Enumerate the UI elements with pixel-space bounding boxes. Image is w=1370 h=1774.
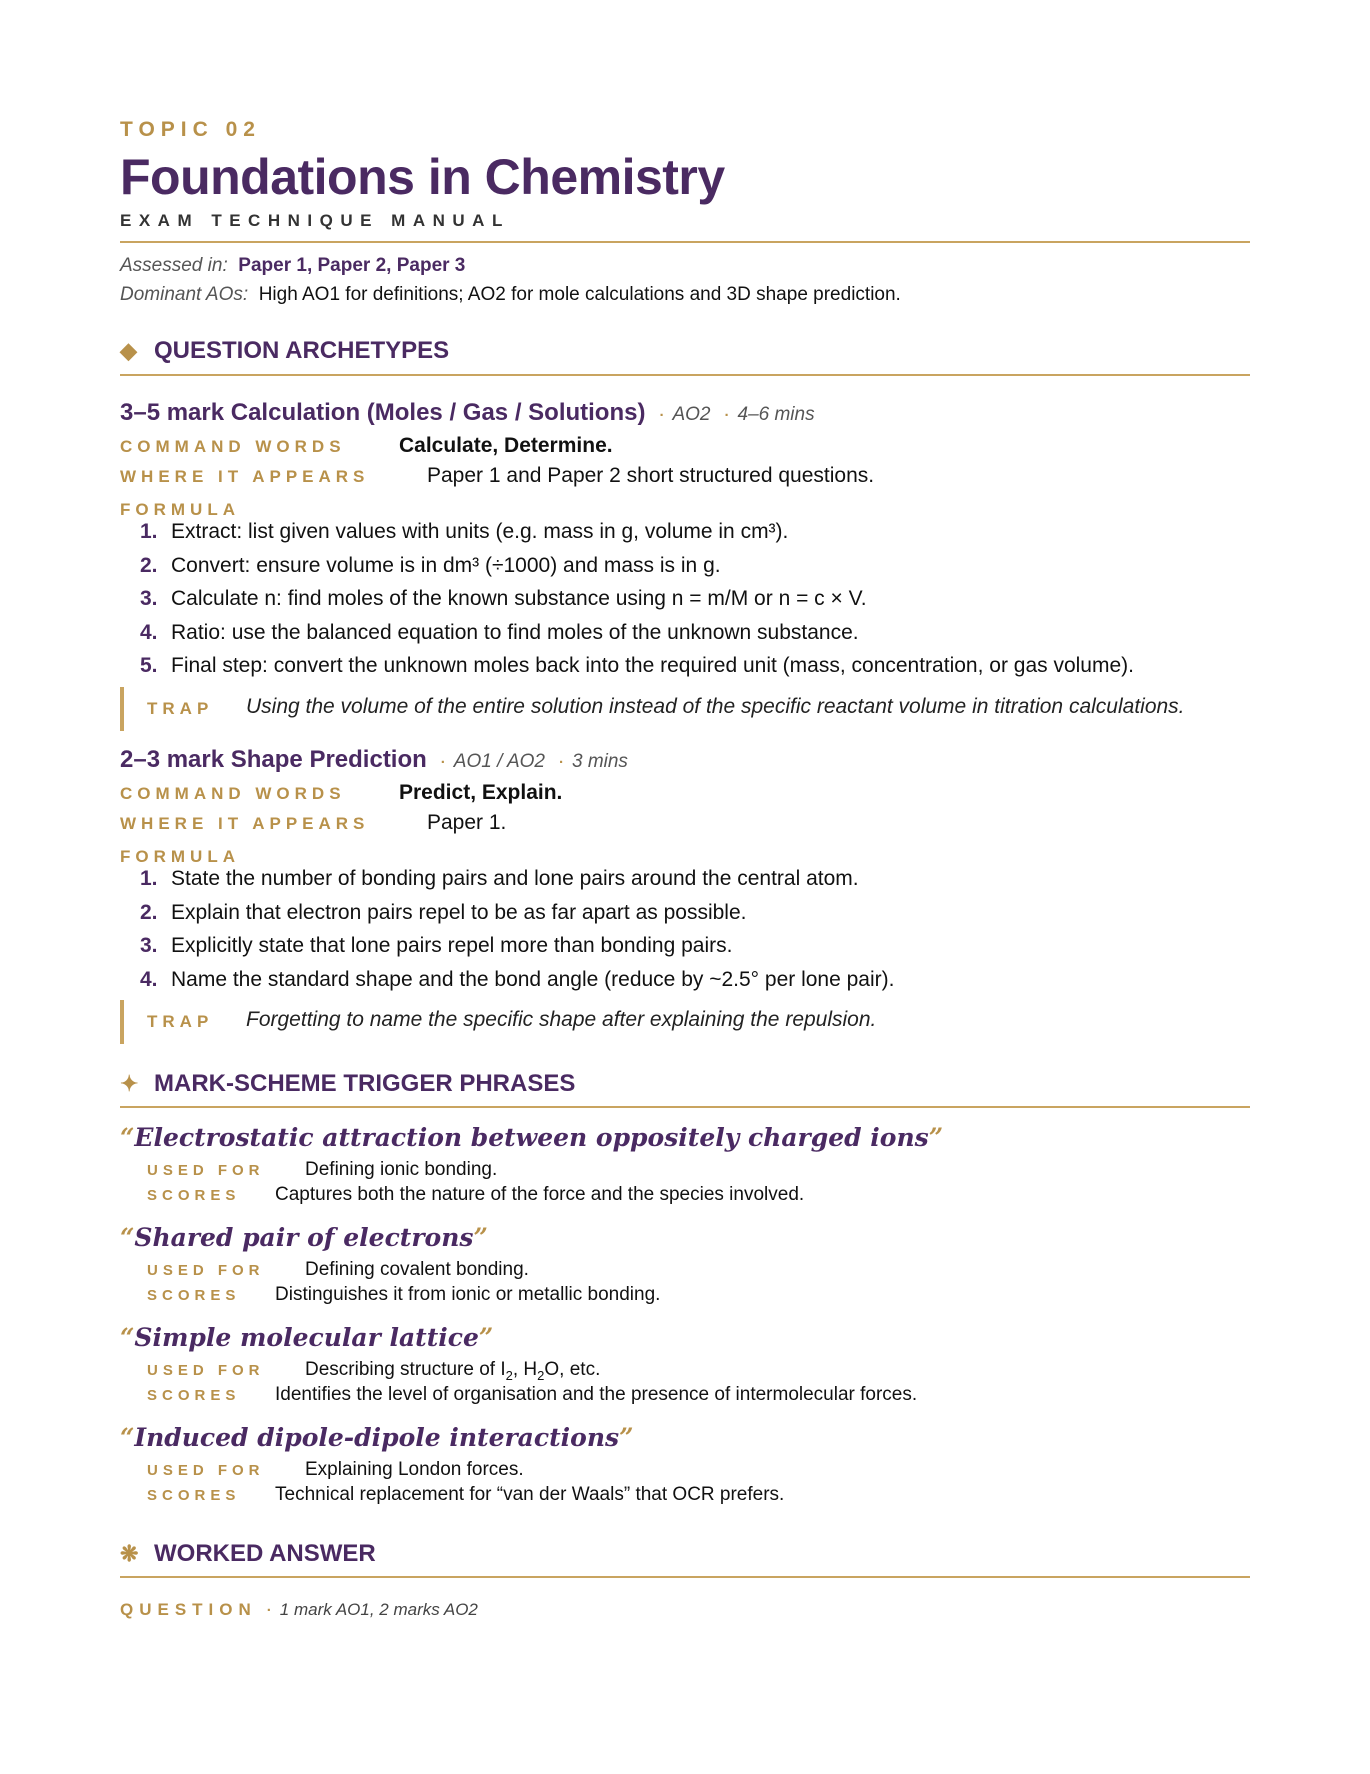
used-for-label: USED FOR — [147, 1162, 265, 1179]
scores-value: Identifies the level of organisation and the presence of intermolecular forces. — [275, 1384, 918, 1405]
scores-label: SCORES — [147, 1387, 241, 1404]
formula-row — [120, 497, 240, 521]
where-appears-value: Paper 1 and Paper 2 short structured questions. — [427, 464, 875, 487]
command-words-row — [120, 434, 613, 458]
where-appears-label: WHERE IT APPEARS — [120, 467, 370, 486]
formula-steps — [140, 867, 894, 1001]
used-for-line — [147, 1159, 497, 1181]
list-item: 5. Final step: convert the unknown moles back into the required unit (mass, concentration, or gas volume). — [140, 654, 1134, 677]
where-appears-value: Paper 1. — [427, 811, 507, 834]
sparkle-icon: ✦ — [120, 1071, 139, 1096]
list-item: 2. Convert: ensure volume is in dm³ (÷1000) and mass is in g. — [140, 553, 721, 577]
trap-label: TRAP — [147, 699, 214, 718]
used-for-value: Defining ionic bonding. — [305, 1159, 498, 1180]
formula-row — [120, 844, 240, 868]
question-label: QUESTION — [120, 1600, 257, 1619]
trap-callout — [120, 1000, 877, 1044]
used-for-line — [147, 1259, 529, 1281]
where-appears-row — [120, 811, 506, 835]
archetype-name: 2–3 mark Shape Prediction — [120, 746, 427, 773]
separator-dot: · — [440, 754, 446, 771]
scores-label: SCORES — [147, 1187, 241, 1204]
question-row — [120, 1600, 478, 1620]
command-words-label: COMMAND WORDS — [120, 784, 346, 803]
page-subtitle: EXAM TECHNIQUE MANUAL — [120, 211, 510, 230]
where-appears-label: WHERE IT APPEARS — [120, 814, 370, 833]
separator-dot: · — [724, 407, 730, 424]
question-marks: 1 mark AO1, 2 marks AO2 — [279, 1600, 478, 1619]
formula-steps — [140, 520, 1134, 688]
separator-dot: · — [558, 754, 564, 771]
scores-value: Distinguishes it from ionic or metallic bonding. — [275, 1284, 661, 1305]
used-for-value: Describing structure of $I_2$, $H_2O$, etc. — [305, 1359, 601, 1383]
assessed-line — [120, 255, 465, 277]
archetype-title — [120, 399, 815, 427]
list-item: 1. State the number of bonding pairs and lone pairs around the central atom. — [140, 867, 859, 890]
where-appears-row — [120, 464, 874, 488]
used-for-value: Defining covalent bonding. — [305, 1259, 529, 1280]
diamond-icon: ◆ — [120, 338, 137, 363]
separator-dot: · — [266, 1602, 272, 1619]
formula-label: FORMULA — [120, 847, 240, 866]
command-words-label: COMMAND WORDS — [120, 437, 346, 456]
list-item: 3. Calculate n: find moles of the known substance using n = m/M or n = c × V. — [140, 587, 867, 610]
command-words-value: Calculate, Determine. — [399, 434, 613, 457]
trap-label: TRAP — [147, 1012, 214, 1031]
scores-label: SCORES — [147, 1487, 241, 1504]
section-rule — [120, 1106, 1250, 1108]
scores-line — [147, 1384, 917, 1406]
aos-label: Dominant AOs: — [120, 284, 249, 305]
archetype-title — [120, 746, 628, 774]
list-item: 4. Ratio: use the balanced equation to find moles of the unknown substance. — [140, 620, 859, 644]
scores-line — [147, 1284, 660, 1306]
flower-icon: ❋ — [120, 1541, 139, 1566]
assessed-label: Assessed in: — [120, 255, 228, 276]
list-item: 3. Explicitly state that lone pairs repel more than bonding pairs. — [140, 934, 733, 957]
separator-dot: · — [659, 407, 665, 424]
formula-label: FORMULA — [120, 500, 240, 519]
archetype-name: 3–5 mark Calculation (Moles / Gas / Solutions) — [120, 399, 646, 426]
section-triggers — [120, 1070, 575, 1098]
assessed-value: Paper 1, Paper 2, Paper 3 — [238, 255, 466, 276]
scores-line — [147, 1184, 804, 1206]
aos-value: High AO1 for definitions; AO2 for mole calculations and 3D shape prediction. — [258, 284, 901, 305]
archetype-ao: AO2 — [672, 404, 711, 425]
section-title: MARK-SCHEME TRIGGER PHRASES — [154, 1070, 576, 1097]
topic-label: TOPIC 02 — [120, 118, 261, 141]
section-rule — [120, 374, 1250, 376]
trigger-phrase: “Simple molecular lattice” — [120, 1323, 494, 1352]
page-title: Foundations in Chemistry — [120, 149, 725, 205]
archetype-time: 3 mins — [571, 751, 628, 772]
trap-text: Using the volume of the entire solution instead of the specific reactant volume in titration calculations. — [246, 695, 1185, 718]
aos-line — [120, 284, 901, 306]
archetype-time: 4–6 mins — [737, 404, 815, 425]
trigger-phrase: “Shared pair of electrons” — [120, 1223, 488, 1252]
section-worked — [120, 1540, 376, 1568]
header-rule — [120, 241, 1250, 243]
scores-value: Technical replacement for “van der Waals” that OCR prefers. — [275, 1484, 785, 1505]
section-rule — [120, 1576, 1250, 1578]
trap-callout — [120, 687, 1185, 731]
section-archetypes — [120, 337, 449, 365]
command-words-value: Predict, Explain. — [399, 781, 563, 804]
list-item: 2. Explain that electron pairs repel to be as far apart as possible. — [140, 900, 747, 924]
trigger-phrase: “Induced dipole-dipole interactions” — [120, 1423, 634, 1452]
used-for-line — [147, 1459, 524, 1481]
scores-label: SCORES — [147, 1287, 241, 1304]
used-for-label: USED FOR — [147, 1362, 265, 1379]
used-for-label: USED FOR — [147, 1462, 265, 1479]
section-title: WORKED ANSWER — [154, 1540, 376, 1567]
trigger-phrase: “Electrostatic attraction between oppositely charged ions” — [120, 1123, 944, 1152]
list-item: 1. Extract: list given values with units (e.g. mass in g, volume in cm³). — [140, 520, 789, 543]
used-for-value: Explaining London forces. — [305, 1459, 524, 1480]
scores-value: Captures both the nature of the force and the species involved. — [275, 1184, 805, 1205]
archetype-ao: AO1 / AO2 — [453, 751, 545, 772]
section-title: QUESTION ARCHETYPES — [154, 337, 450, 364]
used-for-line — [147, 1359, 600, 1383]
trap-text: Forgetting to name the specific shape after explaining the repulsion. — [246, 1008, 877, 1031]
scores-line — [147, 1484, 784, 1506]
list-item: 4. Name the standard shape and the bond angle (reduce by ~2.5° per lone pair). — [140, 967, 895, 991]
used-for-label: USED FOR — [147, 1262, 265, 1279]
command-words-row — [120, 781, 562, 805]
